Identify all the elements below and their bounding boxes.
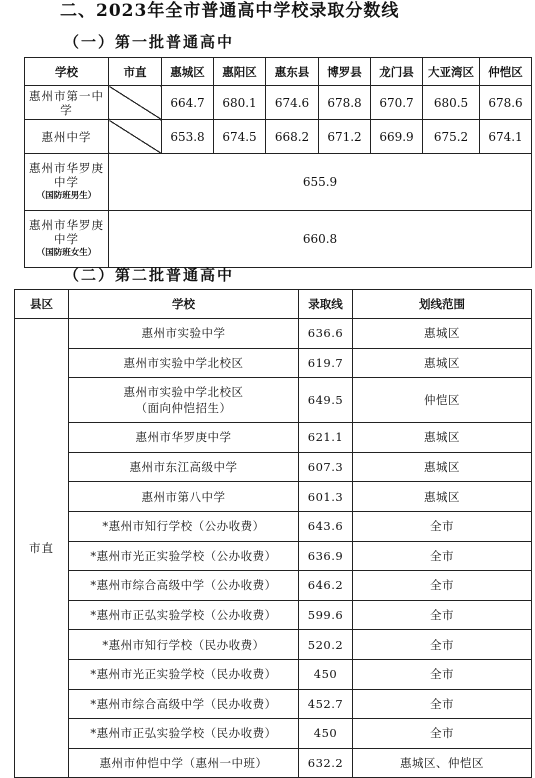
range-cell: 仲恺区 xyxy=(353,378,532,423)
header-huidong: 惠东县 xyxy=(266,58,319,86)
table-row xyxy=(15,541,532,571)
school-name: *惠州市光正实验学校（民办收费） xyxy=(69,659,299,689)
table-row xyxy=(25,86,532,120)
school-note: （国防班男生） xyxy=(36,191,97,201)
header-range: 划线范围 xyxy=(353,290,532,319)
score-cell: 621.1 xyxy=(299,423,353,453)
score-cell: 599.6 xyxy=(299,600,353,630)
school-name: 惠州市实验中学 xyxy=(69,319,299,349)
score-cell: 636.9 xyxy=(299,541,353,571)
school-name: *惠州市正弘实验学校（公办收费） xyxy=(69,600,299,630)
score-cell: 643.6 xyxy=(299,511,353,541)
score-cell: 680.5 xyxy=(423,86,480,120)
empty-diagonal-cell xyxy=(109,120,162,154)
score-cell: 601.3 xyxy=(299,482,353,512)
header-huicheng: 惠城区 xyxy=(162,58,214,86)
range-cell: 惠城区 xyxy=(353,482,532,512)
school-name: 惠州市第一中学 xyxy=(25,86,109,120)
header-school: 学校 xyxy=(69,290,299,319)
score-cell: 674.6 xyxy=(266,86,319,120)
table-row xyxy=(15,348,532,378)
score-cell: 664.7 xyxy=(162,86,214,120)
header-huiyang: 惠阳区 xyxy=(214,58,266,86)
school-name: 惠州市仲恺中学（惠州一中班） xyxy=(69,748,299,778)
school-name-text: 惠州市华罗庚中学 xyxy=(29,161,104,189)
school-name: *惠州市光正实验学校（公办收费） xyxy=(69,541,299,571)
score-cell: 678.6 xyxy=(480,86,532,120)
table-row xyxy=(15,571,532,601)
score-cell: 632.2 xyxy=(299,748,353,778)
school-name: 惠州市第八中学 xyxy=(69,482,299,512)
score-cell: 669.9 xyxy=(371,120,423,154)
school-name-line2: （面向仲恺招生） xyxy=(135,401,232,416)
header-longmen: 龙门县 xyxy=(371,58,423,86)
range-cell: 全市 xyxy=(353,689,532,719)
school-name xyxy=(25,154,109,211)
score-cell: 678.8 xyxy=(319,86,371,120)
range-cell: 惠城区 xyxy=(353,348,532,378)
range-cell: 全市 xyxy=(353,600,532,630)
score-cell: 607.3 xyxy=(299,452,353,482)
range-cell: 惠城区、仲恺区 xyxy=(353,748,532,778)
score-cell: 655.9 xyxy=(109,154,532,211)
header-school: 学校 xyxy=(25,58,109,86)
county-cell: 市直 xyxy=(15,319,69,778)
table-row xyxy=(15,319,532,349)
range-cell: 惠城区 xyxy=(353,452,532,482)
school-name: *惠州市知行学校（公办收费） xyxy=(69,511,299,541)
school-name: *惠州市综合高级中学（公办收费） xyxy=(69,571,299,601)
score-cell: 649.5 xyxy=(299,378,353,423)
header-score: 录取线 xyxy=(299,290,353,319)
table-row xyxy=(15,748,532,778)
empty-diagonal-cell xyxy=(109,86,162,120)
table-row xyxy=(15,630,532,660)
score-cell: 668.2 xyxy=(266,120,319,154)
header-county: 县区 xyxy=(15,290,69,319)
score-cell: 653.8 xyxy=(162,120,214,154)
table-row xyxy=(15,423,532,453)
range-cell: 全市 xyxy=(353,541,532,571)
score-cell: 660.8 xyxy=(109,211,532,268)
school-name: *惠州市知行学校（民办收费） xyxy=(69,630,299,660)
score-cell: 520.2 xyxy=(299,630,353,660)
header-shizhi: 市直 xyxy=(109,58,162,86)
range-cell: 惠城区 xyxy=(353,319,532,349)
school-name: *惠州市正弘实验学校（民办收费） xyxy=(69,719,299,749)
school-name xyxy=(25,211,109,268)
header-dayawan: 大亚湾区 xyxy=(423,58,480,86)
range-cell: 全市 xyxy=(353,571,532,601)
table-row xyxy=(15,689,532,719)
table-row xyxy=(15,378,532,423)
table-row xyxy=(15,452,532,482)
score-cell: 671.2 xyxy=(319,120,371,154)
table-row xyxy=(15,482,532,512)
table-row xyxy=(15,600,532,630)
score-cell: 674.5 xyxy=(214,120,266,154)
range-cell: 全市 xyxy=(353,659,532,689)
school-name-line1: 惠州市实验中学北校区 xyxy=(123,385,244,400)
score-cell: 450 xyxy=(299,659,353,689)
range-cell: 全市 xyxy=(353,719,532,749)
section1-title: （一）第一批普通高中 xyxy=(64,33,235,51)
range-cell: 惠城区 xyxy=(353,423,532,453)
first-batch-table xyxy=(24,57,532,268)
second-batch-table xyxy=(14,289,532,778)
score-cell: 636.6 xyxy=(299,319,353,349)
school-name: 惠州市实验中学北校区 xyxy=(69,348,299,378)
score-cell: 680.1 xyxy=(214,86,266,120)
school-note: （国防班女生） xyxy=(36,248,97,258)
school-name xyxy=(69,378,299,423)
school-name: *惠州市综合高级中学（民办收费） xyxy=(69,689,299,719)
table-row xyxy=(25,211,532,268)
score-cell: 675.2 xyxy=(423,120,480,154)
table-row xyxy=(15,511,532,541)
score-cell: 452.7 xyxy=(299,689,353,719)
section2-title: （二）第二批普通高中 xyxy=(64,266,235,284)
score-cell: 646.2 xyxy=(299,571,353,601)
table-row xyxy=(15,659,532,689)
header-boluo: 博罗县 xyxy=(319,58,371,86)
score-cell: 674.1 xyxy=(480,120,532,154)
range-cell: 全市 xyxy=(353,630,532,660)
range-cell: 全市 xyxy=(353,511,532,541)
page-title: 二、2023年全市普通高中学校录取分数线 xyxy=(60,1,400,21)
score-cell: 670.7 xyxy=(371,86,423,120)
header-zhongkai: 仲恺区 xyxy=(480,58,532,86)
table-row xyxy=(25,154,532,211)
school-name-text: 惠州市华罗庚中学 xyxy=(29,218,104,246)
table-row xyxy=(25,120,532,154)
table-row xyxy=(15,719,532,749)
score-cell: 450 xyxy=(299,719,353,749)
score-cell: 619.7 xyxy=(299,348,353,378)
school-name: 惠州市东江高级中学 xyxy=(69,452,299,482)
school-name: 惠州市华罗庚中学 xyxy=(69,423,299,453)
school-name: 惠州中学 xyxy=(25,120,109,154)
